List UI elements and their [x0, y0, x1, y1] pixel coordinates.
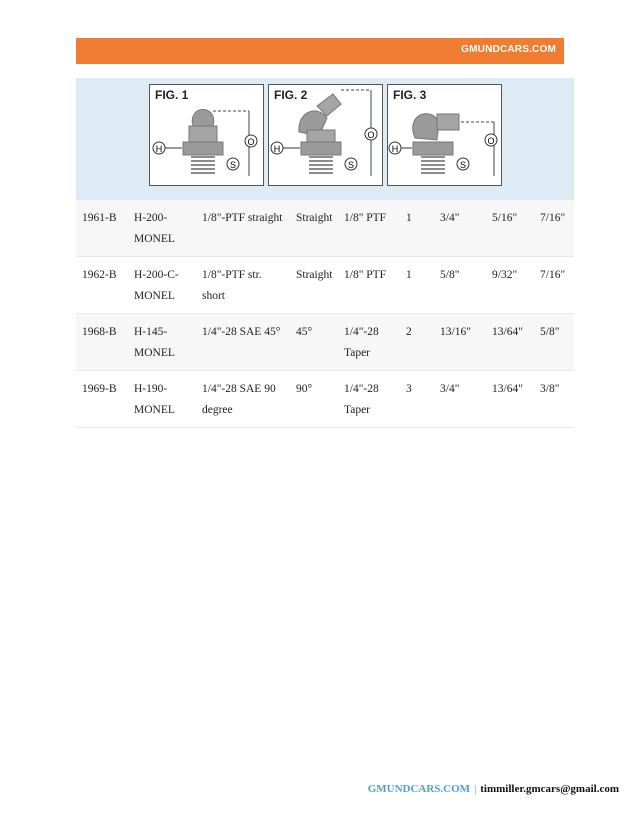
- overall-length: 5/8": [434, 257, 486, 314]
- figure-3-title: FIG. 3: [393, 88, 427, 102]
- thread-type: 1/4"-28 Taper: [338, 371, 400, 428]
- thread-description: 1/8"-PTF straight: [196, 200, 290, 257]
- figure-1: [150, 85, 264, 186]
- shank-label-1: S: [229, 160, 237, 170]
- model-number: H-145-MONEL: [128, 314, 196, 371]
- shank-length: 5/8": [534, 314, 574, 371]
- header-bar: [76, 38, 564, 64]
- part-number: 1969-B: [76, 371, 128, 428]
- shank-label-2: S: [347, 160, 355, 170]
- part-number: 1962-B: [76, 257, 128, 314]
- footer-separator: |: [474, 783, 477, 795]
- thread-description: 1/4"-28 SAE 90 degree: [196, 371, 290, 428]
- hex-size: 13/64": [486, 371, 534, 428]
- angle: Straight: [290, 200, 338, 257]
- shank-length: 7/16": [534, 200, 574, 257]
- hex-label-1: H: [155, 144, 163, 154]
- overall-length: 13/16": [434, 314, 486, 371]
- footer-email-link[interactable]: timmiller.gmcars@gmail.com: [480, 783, 619, 795]
- hex-label-2: H: [273, 144, 281, 154]
- thread-type: 1/4"-28 Taper: [338, 314, 400, 371]
- shank-label-3: S: [459, 160, 467, 170]
- model-number: H-200-MONEL: [128, 200, 196, 257]
- grease-fitting-figures: [149, 84, 503, 187]
- part-number: 1961-B: [76, 200, 128, 257]
- footer-site-link[interactable]: GMUNDCARS.COM: [367, 783, 471, 795]
- figure-2-title: FIG. 2: [274, 88, 308, 102]
- thread-type: 1/8" PTF: [338, 200, 400, 257]
- table-row: [76, 200, 574, 257]
- figure-1-title: FIG. 1: [155, 88, 189, 102]
- overall-label-2: O: [367, 130, 375, 140]
- table-row: [76, 314, 574, 371]
- hex-label-3: H: [391, 144, 399, 154]
- figure-number: 1: [400, 257, 434, 314]
- shank-length: 3/8": [534, 371, 574, 428]
- figure-number: 1: [400, 200, 434, 257]
- hex-size: 9/32": [486, 257, 534, 314]
- header-site-label: GMUNDCARS.COM: [461, 44, 556, 55]
- overall-label-1: O: [247, 137, 255, 147]
- angle: 90°: [290, 371, 338, 428]
- angle: 45°: [290, 314, 338, 371]
- thread-description: 1/4"-28 SAE 45°: [196, 314, 290, 371]
- overall-length: 3/4": [434, 371, 486, 428]
- part-number: 1968-B: [76, 314, 128, 371]
- figure-3: [388, 85, 502, 186]
- shank-length: 7/16": [534, 257, 574, 314]
- thread-description: 1/8"-PTF str. short: [196, 257, 290, 314]
- table-row: [76, 257, 574, 314]
- hex-size: 5/16": [486, 200, 534, 257]
- parts-table: [76, 200, 574, 428]
- hex-size: 13/64": [486, 314, 534, 371]
- overall-label-3: O: [487, 136, 495, 146]
- model-number: H-200-C-MONEL: [128, 257, 196, 314]
- thread-type: 1/8" PTF: [338, 257, 400, 314]
- model-number: H-190-MONEL: [128, 371, 196, 428]
- figure-number: 2: [400, 314, 434, 371]
- overall-length: 3/4": [434, 200, 486, 257]
- figure-2: [269, 85, 383, 186]
- page-footer: [0, 783, 619, 795]
- table-row: [76, 371, 574, 428]
- angle: Straight: [290, 257, 338, 314]
- figure-number: 3: [400, 371, 434, 428]
